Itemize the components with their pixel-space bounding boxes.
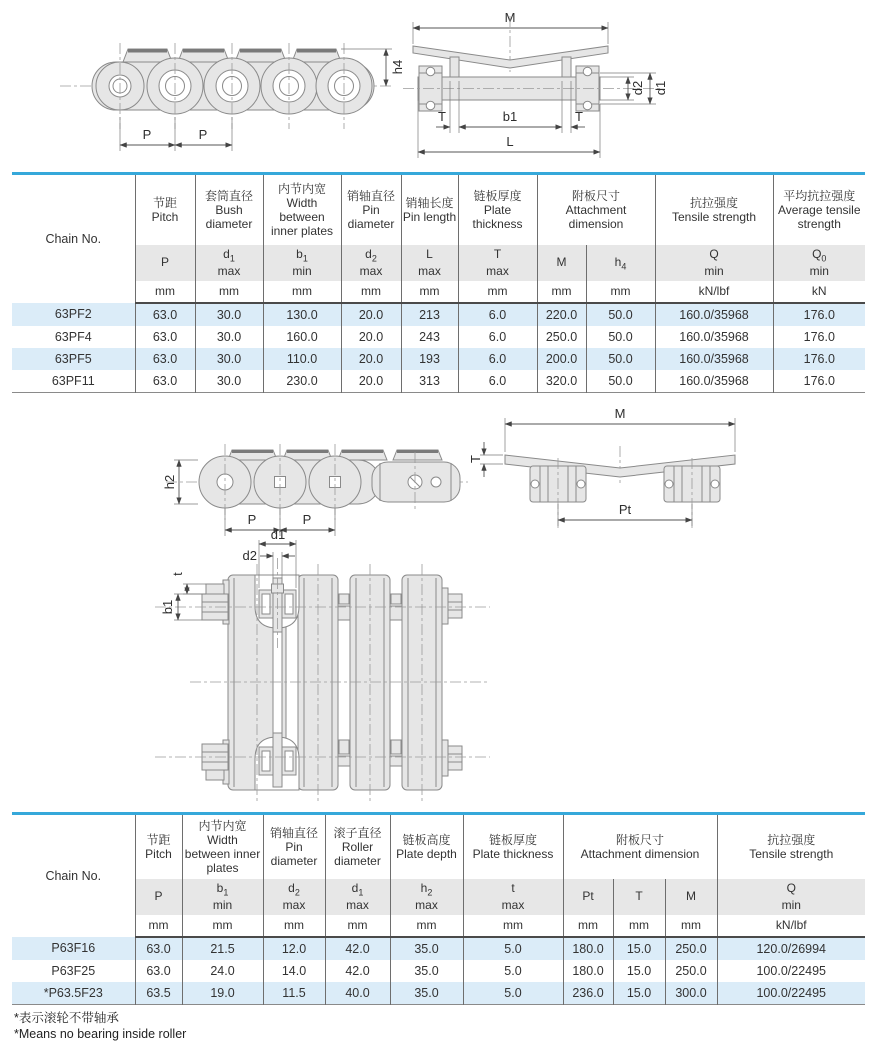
dim-label-pitch: P: [142, 127, 152, 142]
value-cell: 63.0: [135, 937, 182, 960]
value-cell: 40.0: [325, 982, 390, 1005]
value-cell: 12.0: [263, 937, 325, 960]
dim-label-t: T: [438, 109, 446, 124]
dim-label-pitch: P: [302, 512, 312, 527]
chain-no-cell: P63F25: [12, 960, 135, 982]
symbol-cell: M: [665, 879, 717, 915]
unit-cell: kN: [773, 281, 865, 303]
footnote-en: *Means no bearing inside roller: [14, 1027, 187, 1042]
value-cell: 130.0: [263, 303, 341, 326]
value-cell: 63.5: [135, 982, 182, 1005]
table-row: [12, 326, 865, 348]
value-cell: 63.0: [135, 960, 182, 982]
dim-label-d1: d1: [653, 80, 668, 96]
dim-label-l: L: [506, 134, 514, 149]
unit-cell: mm: [263, 915, 325, 937]
dim-label-t: T: [575, 109, 583, 124]
value-cell: 250.0: [665, 960, 717, 982]
value-cell: 220.0: [537, 303, 586, 326]
header-cell: 链板厚度 Plate thickness: [463, 814, 563, 880]
unit-cell: mm: [195, 281, 263, 303]
dim-label-b1: b1: [160, 599, 175, 615]
value-cell: 20.0: [341, 370, 401, 393]
dim-label-t: t: [170, 572, 185, 576]
symbol-cell: Q min: [655, 245, 773, 281]
unit-cell: mm: [665, 915, 717, 937]
value-cell: 160.0/35968: [655, 348, 773, 370]
header-cell: 内节内宽 Width between inner plates: [182, 814, 263, 880]
chain-no-cell: P63F16: [12, 937, 135, 960]
unit-cell: mm: [263, 281, 341, 303]
value-cell: 35.0: [390, 960, 463, 982]
chain-no-cell: 63PF11: [12, 370, 135, 393]
header-cell: 节距 Pitch: [135, 814, 182, 880]
value-cell: 176.0: [773, 348, 865, 370]
unit-cell: mm: [563, 915, 613, 937]
dim-label-m: M: [614, 406, 626, 421]
value-cell: 120.0/26994: [717, 937, 865, 960]
value-cell: 42.0: [325, 937, 390, 960]
chain-side-view-diagram-top: [52, 5, 404, 160]
chain-side-view-diagram-middle: [160, 400, 475, 542]
dim-label-d2: d2: [630, 80, 645, 96]
value-cell: 11.5: [263, 982, 325, 1005]
value-cell: 176.0: [773, 370, 865, 393]
value-cell: 35.0: [390, 982, 463, 1005]
value-cell: 243: [401, 326, 458, 348]
value-cell: 42.0: [325, 960, 390, 982]
value-cell: 193: [401, 348, 458, 370]
value-cell: 313: [401, 370, 458, 393]
unit-cell: mm: [390, 915, 463, 937]
symbol-cell: $d_2$ max: [263, 879, 325, 915]
symbol-cell: t max: [463, 879, 563, 915]
value-cell: 180.0: [563, 937, 613, 960]
footnote-cn: *表示滚轮不带轴承: [14, 1011, 119, 1025]
table-row: [12, 960, 865, 982]
header-cell: 内节内宽 Width between inner plates: [263, 174, 341, 246]
symbol-cell: $d_1$ max: [195, 245, 263, 281]
value-cell: 21.5: [182, 937, 263, 960]
value-cell: 176.0: [773, 303, 865, 326]
unit-cell: mm: [537, 281, 586, 303]
header-cell: 套筒直径 Bush diameter: [195, 174, 263, 246]
value-cell: 50.0: [586, 303, 655, 326]
value-cell: 63.0: [135, 326, 195, 348]
symbol-cell: P: [135, 245, 195, 281]
symbol-cell: $h_4$: [586, 245, 655, 281]
value-cell: 30.0: [195, 348, 263, 370]
value-cell: 30.0: [195, 326, 263, 348]
header-cell: 销轴直径 Pin diameter: [263, 814, 325, 880]
value-cell: 160.0: [263, 326, 341, 348]
value-cell: 50.0: [586, 348, 655, 370]
value-cell: 19.0: [182, 982, 263, 1005]
unit-cell: mm: [135, 915, 182, 937]
unit-cell: mm: [458, 281, 537, 303]
value-cell: 6.0: [458, 370, 537, 393]
dim-label-h4: h4: [390, 59, 405, 75]
table-row: [12, 937, 865, 960]
dim-label-d2: d2: [242, 548, 257, 563]
value-cell: 20.0: [341, 348, 401, 370]
unit-cell: mm: [182, 915, 263, 937]
dim-label-t: T: [468, 455, 483, 463]
chain-no-cell: *P63.5F23: [12, 982, 135, 1005]
value-cell: 236.0: [563, 982, 613, 1005]
symbol-cell: L max: [401, 245, 458, 281]
chain-no-header: Chain No.: [12, 814, 135, 938]
value-cell: 100.0/22495: [717, 960, 865, 982]
header-cell: 抗拉强度 Tensile strength: [717, 814, 865, 880]
chain-top-view-diagram: [140, 528, 505, 810]
value-cell: 6.0: [458, 348, 537, 370]
unit-cell: kN/lbf: [655, 281, 773, 303]
table-p63f-series: [12, 812, 865, 1005]
dim-label-b1: b1: [502, 109, 518, 124]
value-cell: 250.0: [665, 937, 717, 960]
symbol-cell: $b_1$ min: [263, 245, 341, 281]
unit-cell: mm: [325, 915, 390, 937]
header-cell: 抗拉强度 Tensile strength: [655, 174, 773, 246]
value-cell: 6.0: [458, 303, 537, 326]
value-cell: 63.0: [135, 370, 195, 393]
header-cell: 平均抗拉强度 Average tensile strength: [773, 174, 865, 246]
value-cell: 160.0/35968: [655, 303, 773, 326]
dim-label-d1: d1: [270, 527, 286, 542]
header-cell: 销轴长度 Pin length: [401, 174, 458, 246]
value-cell: 63.0: [135, 303, 195, 326]
value-cell: 110.0: [263, 348, 341, 370]
unit-cell: mm: [135, 281, 195, 303]
table-63pf-series: [12, 172, 865, 393]
header-cell: 节距 Pitch: [135, 174, 195, 246]
header-cell: 销轴直径 Pin diameter: [341, 174, 401, 246]
chain-cross-section-diagram-top: [398, 0, 683, 170]
symbol-cell: Pt: [563, 879, 613, 915]
table-row: [12, 982, 865, 1005]
table-row: [12, 370, 865, 393]
value-cell: 213: [401, 303, 458, 326]
value-cell: 15.0: [613, 982, 665, 1005]
symbol-cell: T: [613, 879, 665, 915]
dim-label-pitch: P: [247, 512, 257, 527]
header-cell: 滚子直径 Roller diameter: [325, 814, 390, 880]
symbol-cell: $h_2$ max: [390, 879, 463, 915]
dim-label-pitch: P: [198, 127, 208, 142]
value-cell: 30.0: [195, 303, 263, 326]
value-cell: 5.0: [463, 982, 563, 1005]
value-cell: 176.0: [773, 326, 865, 348]
symbol-cell: T max: [458, 245, 537, 281]
value-cell: 6.0: [458, 326, 537, 348]
value-cell: 50.0: [586, 326, 655, 348]
header-cell: 链板厚度 Plate thickness: [458, 174, 537, 246]
value-cell: 200.0: [537, 348, 586, 370]
value-cell: 300.0: [665, 982, 717, 1005]
table-row: [12, 348, 865, 370]
symbol-cell: $Q_0$ min: [773, 245, 865, 281]
value-cell: 180.0: [563, 960, 613, 982]
unit-cell: mm: [401, 281, 458, 303]
symbol-cell: $d_1$ max: [325, 879, 390, 915]
symbol-cell: $d_2$ max: [341, 245, 401, 281]
value-cell: 63.0: [135, 348, 195, 370]
value-cell: 20.0: [341, 303, 401, 326]
attachment-cross-view-diagram: [468, 400, 877, 542]
unit-cell: mm: [586, 281, 655, 303]
value-cell: 50.0: [586, 370, 655, 393]
value-cell: 20.0: [341, 326, 401, 348]
chain-no-cell: 63PF4: [12, 326, 135, 348]
unit-cell: mm: [341, 281, 401, 303]
value-cell: 160.0/35968: [655, 370, 773, 393]
unit-cell: mm: [463, 915, 563, 937]
unit-cell: mm: [613, 915, 665, 937]
dim-label-h2: h2: [162, 474, 177, 490]
dim-label-m: M: [504, 10, 516, 25]
footnotes: [14, 1010, 186, 1043]
value-cell: 30.0: [195, 370, 263, 393]
value-cell: 5.0: [463, 960, 563, 982]
unit-cell: kN/lbf: [717, 915, 865, 937]
value-cell: 100.0/22495: [717, 982, 865, 1005]
chain-no-cell: 63PF5: [12, 348, 135, 370]
chain-no-cell: 63PF2: [12, 303, 135, 326]
value-cell: 250.0: [537, 326, 586, 348]
header-cell-attachment-group: 附板尺寸 Attachment dimension: [537, 174, 655, 246]
header-cell: 链板高度 Plate depth: [390, 814, 463, 880]
symbol-cell: $b_1$ min: [182, 879, 263, 915]
value-cell: 160.0/35968: [655, 326, 773, 348]
value-cell: 15.0: [613, 960, 665, 982]
chain-no-header: Chain No.: [12, 174, 135, 304]
symbol-cell: M: [537, 245, 586, 281]
symbol-cell: P: [135, 879, 182, 915]
value-cell: 14.0: [263, 960, 325, 982]
table-row: [12, 303, 865, 326]
value-cell: 15.0: [613, 937, 665, 960]
value-cell: 35.0: [390, 937, 463, 960]
header-cell-attachment-group: 附板尺寸 Attachment dimension: [563, 814, 717, 880]
dim-label-pt: Pt: [618, 502, 632, 517]
value-cell: 24.0: [182, 960, 263, 982]
value-cell: 5.0: [463, 937, 563, 960]
value-cell: 230.0: [263, 370, 341, 393]
value-cell: 320.0: [537, 370, 586, 393]
symbol-cell: Q min: [717, 879, 865, 915]
